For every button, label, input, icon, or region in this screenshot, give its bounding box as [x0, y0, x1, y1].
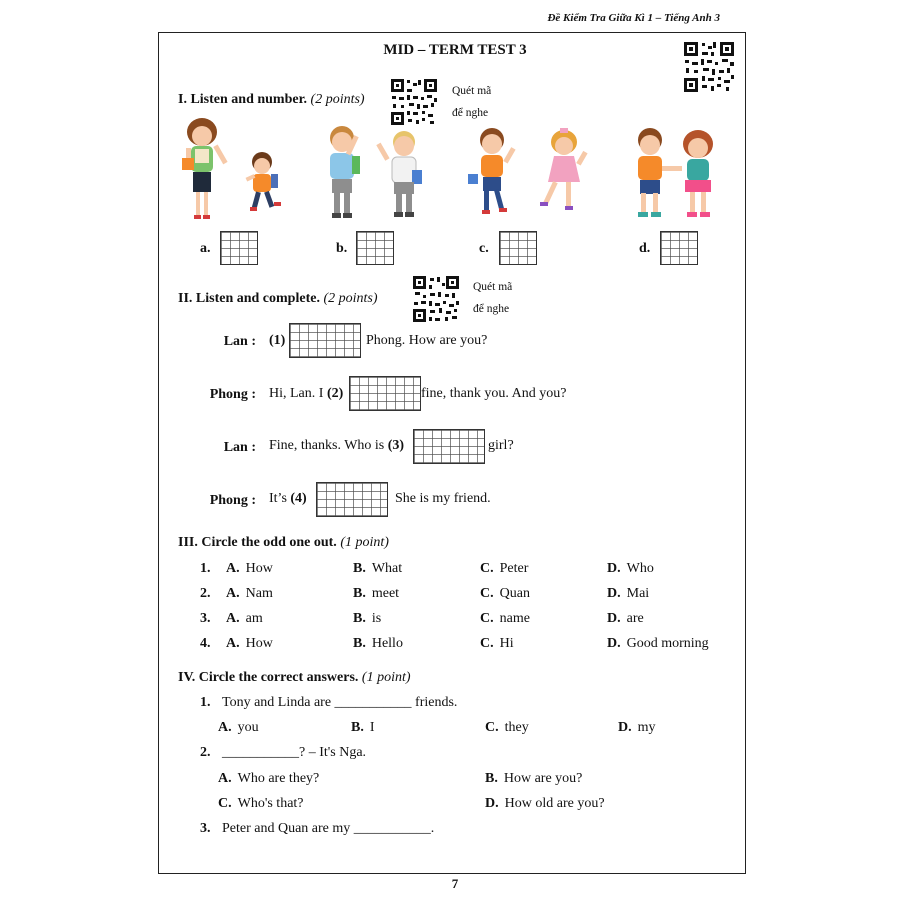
option[interactable]: A. you: [218, 720, 259, 735]
scan-note: Quét mã để nghe: [452, 85, 492, 119]
option[interactable]: A. Who are they?: [218, 771, 320, 786]
answer-box-3[interactable]: [413, 429, 485, 464]
qr-code-icon[interactable]: [412, 275, 460, 323]
option[interactable]: B. meet: [353, 586, 400, 601]
option[interactable]: D. How old are you?: [485, 796, 605, 811]
dialogue-number: (1): [269, 333, 286, 348]
test-title: MID – TERM TEST 3: [383, 42, 527, 58]
dialogue-speaker: Phong :: [209, 387, 256, 402]
number-box-b[interactable]: [356, 231, 394, 265]
answer-box-4[interactable]: [316, 482, 388, 517]
option[interactable]: B. What: [353, 561, 403, 576]
dialogue-text: It’s (4): [269, 491, 307, 506]
option[interactable]: B. is: [353, 611, 382, 626]
number-box-c[interactable]: [499, 231, 537, 265]
answer-box-1[interactable]: [289, 323, 361, 358]
dialogue-speaker: Lan :: [223, 440, 256, 455]
picture-label-b: b.: [336, 241, 348, 256]
option[interactable]: C. Hi: [480, 636, 514, 651]
section-2-title: II. Listen and complete. (2 points): [178, 291, 378, 306]
question-number: 1.: [200, 695, 211, 710]
option[interactable]: A. Nam: [226, 586, 273, 601]
section-1-title: I. Listen and number. (2 points): [178, 92, 365, 107]
option[interactable]: A. am: [226, 611, 263, 626]
question-text: ___________? – It's Nga.: [222, 745, 367, 760]
number-box-a[interactable]: [220, 231, 258, 265]
dialogue-text: Phong. How are you?: [366, 333, 488, 348]
dialogue-speaker: Phong :: [209, 493, 256, 508]
scan-note: Quét mã để nghe: [473, 281, 513, 315]
picture-label-c: c.: [479, 241, 489, 256]
picture-c-boy-and-girl: [462, 124, 592, 222]
picture-b-two-boys: [320, 122, 436, 222]
option[interactable]: D. Who: [607, 561, 654, 576]
option[interactable]: B. I: [351, 720, 375, 735]
option[interactable]: C. Peter: [480, 561, 529, 576]
dialogue-text: fine, thank you. And you?: [421, 386, 567, 401]
question-text: Tony and Linda are ___________ friends.: [222, 695, 458, 710]
picture-d-holding-hands: [624, 126, 728, 222]
option[interactable]: C. Who's that?: [218, 796, 304, 811]
option[interactable]: B. Hello: [353, 636, 403, 651]
dialogue-text: Hi, Lan. I (2): [269, 386, 344, 401]
dialogue-speaker: Lan :: [223, 334, 256, 349]
page-number: 7: [451, 876, 459, 891]
option[interactable]: C. Quan: [480, 586, 530, 601]
option[interactable]: D. Good morning: [607, 636, 709, 651]
dialogue-text: girl?: [488, 438, 514, 453]
picture-label-a: a.: [200, 241, 211, 256]
option[interactable]: D. my: [618, 720, 656, 735]
option[interactable]: D. Mai: [607, 586, 650, 601]
question-number: 3.: [200, 611, 211, 626]
option[interactable]: B. How are you?: [485, 771, 583, 786]
number-box-d[interactable]: [660, 231, 698, 265]
question-number: 4.: [200, 636, 211, 651]
question-number: 2.: [200, 745, 211, 760]
qr-code-icon: [682, 40, 736, 94]
option[interactable]: D. are: [607, 611, 644, 626]
section-3-title: III. Circle the odd one out. (1 point): [178, 535, 389, 550]
question-number: 3.: [200, 821, 211, 836]
option[interactable]: C. name: [480, 611, 530, 626]
running-header: Đề Kiểm Tra Giữa Kì 1 – Tiếng Anh 3: [547, 12, 720, 24]
qr-code-icon[interactable]: [390, 78, 438, 126]
section-4-title: IV. Circle the correct answers. (1 point): [178, 670, 411, 685]
picture-label-d: d.: [639, 241, 651, 256]
answer-box-2[interactable]: [349, 376, 421, 411]
dialogue-text: Fine, thanks. Who is (3): [269, 438, 405, 453]
option[interactable]: A. How: [226, 636, 273, 651]
option[interactable]: C. they: [485, 720, 529, 735]
picture-a-mother-and-son: [180, 116, 290, 222]
question-number: 2.: [200, 586, 211, 601]
dialogue-text: She is my friend.: [395, 491, 491, 506]
option[interactable]: A. How: [226, 561, 273, 576]
question-number: 1.: [200, 561, 211, 576]
question-text: Peter and Quan are my ___________.: [222, 821, 435, 836]
